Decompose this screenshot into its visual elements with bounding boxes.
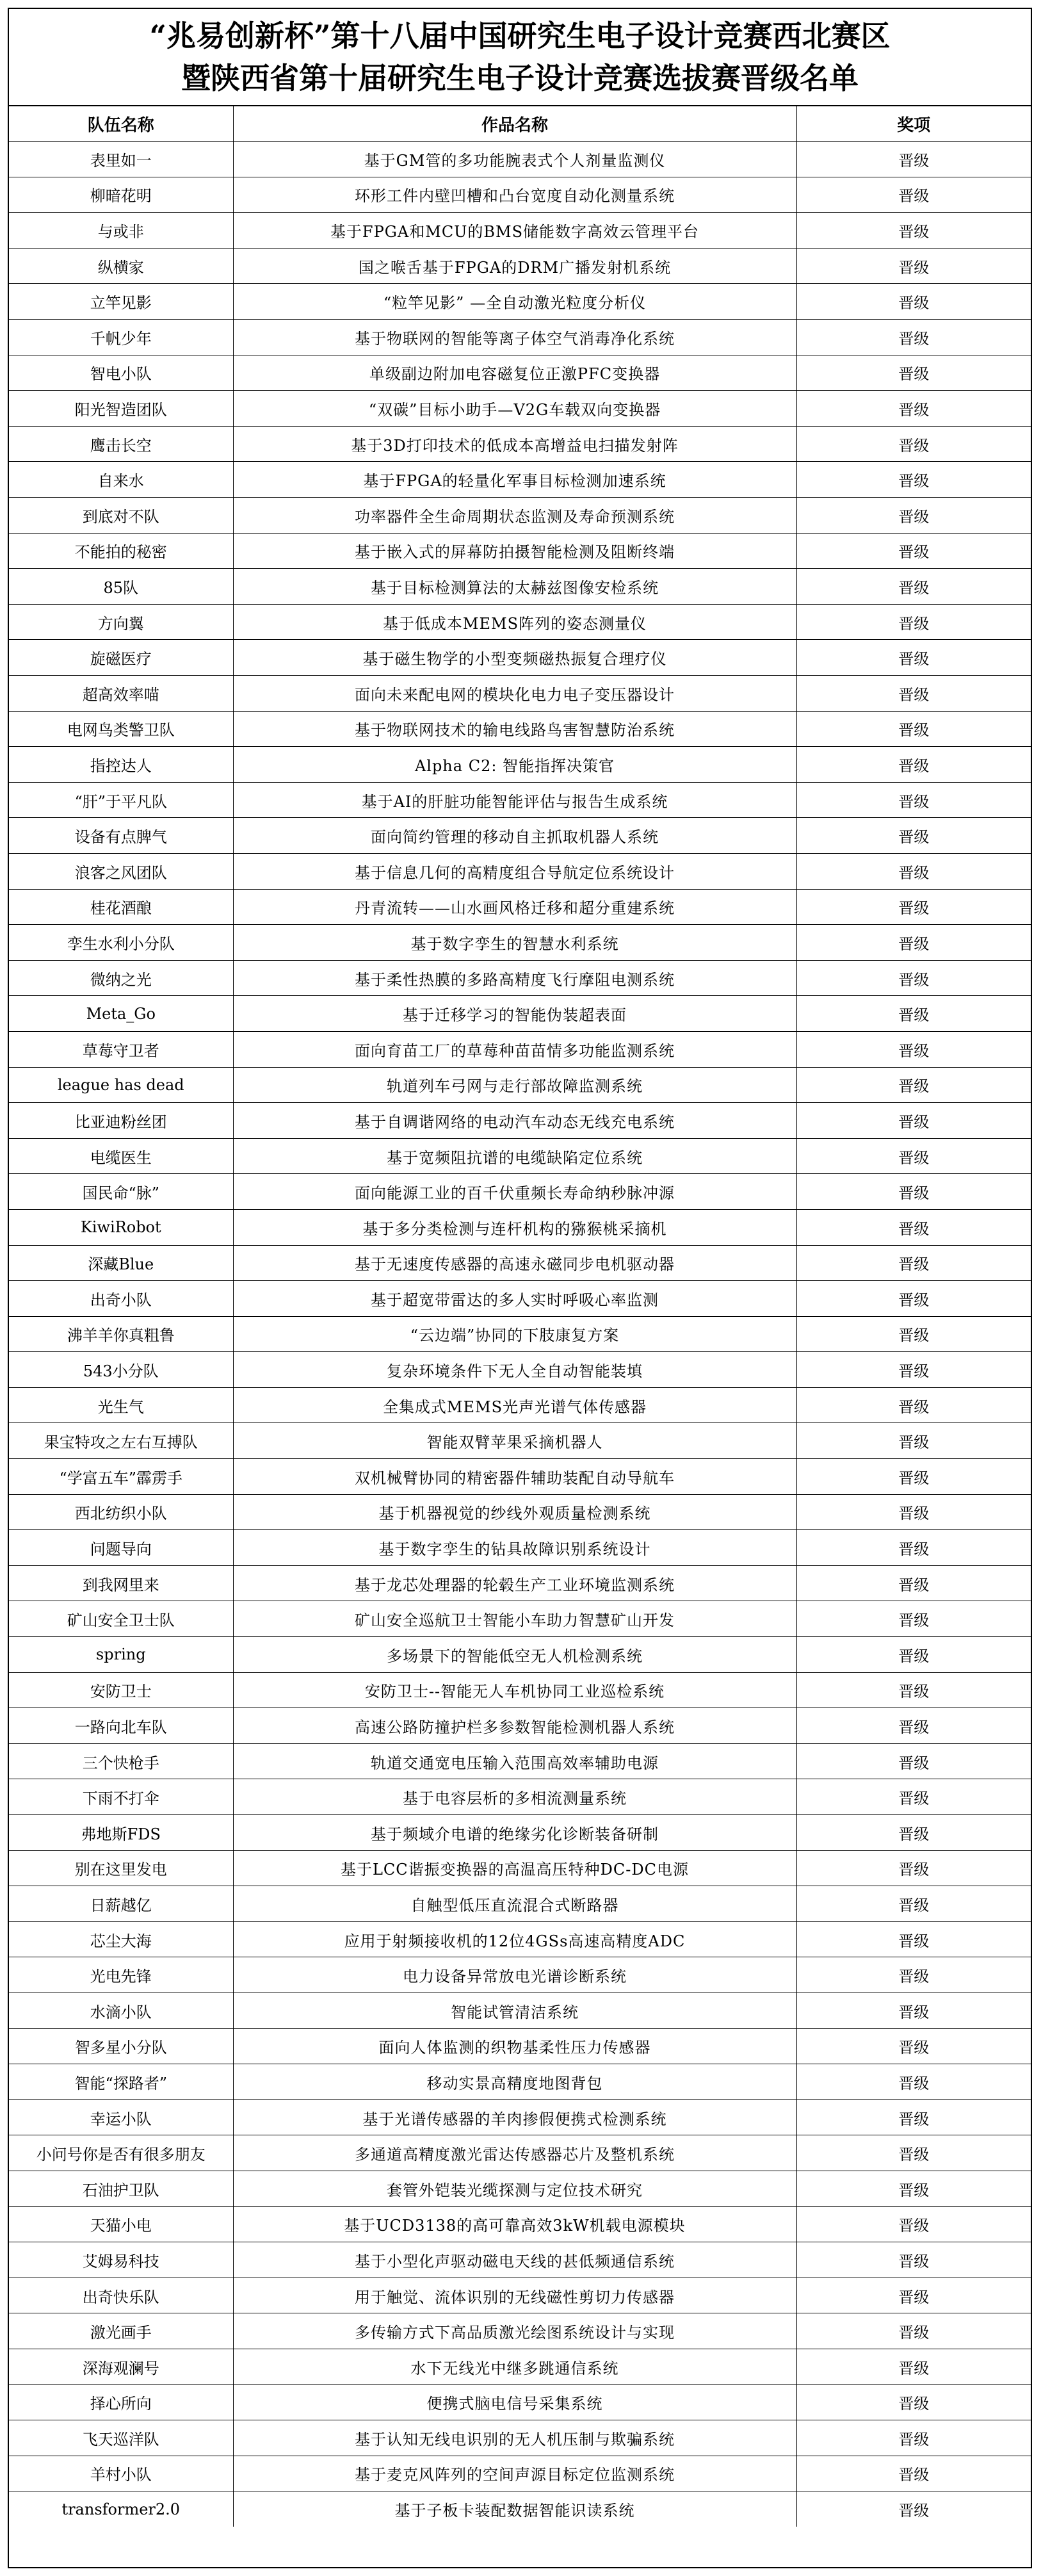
award-cell: 晋级: [796, 462, 1031, 498]
table-row: [9, 676, 1031, 712]
work-name-cell: 基于小型化声驱动磁电天线的甚低频通信系统: [233, 2242, 796, 2278]
award-cell: 晋级: [796, 604, 1031, 640]
table-row: [9, 2420, 1031, 2456]
title-line-1: “兆易创新杯”第十八届中国研究生电子设计竞赛西北赛区: [149, 19, 891, 53]
award-cell: 晋级: [796, 1494, 1031, 1530]
team-name-cell: 指控达人: [9, 747, 233, 783]
work-name-cell: 基于麦克风阵列的空间声源目标定位监测系统: [233, 2456, 796, 2491]
work-name-cell: 基于FPGA和MCU的BMS储能数字高效云管理平台: [233, 213, 796, 249]
award-cell: 晋级: [796, 2384, 1031, 2420]
work-name-cell: 面向未来配电网的模块化电力电子变压器设计: [233, 676, 796, 712]
team-name-cell: 草莓守卫者: [9, 1031, 233, 1067]
work-name-cell: 基于龙芯处理器的轮毂生产工业环境监测系统: [233, 1565, 796, 1601]
team-name-cell: 西北纺织小队: [9, 1494, 233, 1530]
table-row: [9, 569, 1031, 605]
work-name-cell: Alpha C2: 智能指挥决策官: [233, 747, 796, 783]
table-row: [9, 1530, 1031, 1566]
team-name-cell: 到底对不队: [9, 498, 233, 534]
table-row: [9, 391, 1031, 427]
table-row: [9, 1316, 1031, 1352]
team-name-cell: 出奇小队: [9, 1281, 233, 1317]
table-row: [9, 1174, 1031, 1210]
table-row: [9, 960, 1031, 996]
table-row: [9, 1494, 1031, 1530]
team-name-cell: 天猫小电: [9, 2206, 233, 2242]
work-name-cell: 环形工件内壁凹槽和凸台宽度自动化测量系统: [233, 177, 796, 213]
table-row: [9, 177, 1031, 213]
table-row: [9, 2206, 1031, 2242]
table-row: [9, 925, 1031, 961]
table-row: [9, 142, 1031, 177]
work-name-cell: “双碳”目标小助手—V2G车载双向变换器: [233, 391, 796, 427]
table-row: [9, 284, 1031, 320]
team-name-cell: 下雨不打伞: [9, 1779, 233, 1815]
table-row: [9, 1743, 1031, 1779]
work-name-cell: 基于迁移学习的智能伪装超表面: [233, 996, 796, 1032]
work-name-cell: 安防卫士--智能无人车机协同工业巡检系统: [233, 1672, 796, 1708]
table-row: [9, 1637, 1031, 1673]
work-name-cell: 基于LCC谐振变换器的高温高压特种DC-DC电源: [233, 1850, 796, 1886]
team-name-cell: 光电先锋: [9, 1957, 233, 1993]
work-name-cell: 面向简约管理的移动自主抓取机器人系统: [233, 818, 796, 854]
award-cell: 晋级: [796, 1423, 1031, 1459]
table-row: [9, 1921, 1031, 1957]
work-name-cell: 智能试管清洁系统: [233, 1993, 796, 2028]
work-name-cell: 国之喉舌基于FPGA的DRM广播发射机系统: [233, 248, 796, 284]
work-name-cell: 基于子板卡装配数据智能识读系统: [233, 2491, 796, 2527]
team-name-cell: league has dead: [9, 1067, 233, 1103]
team-name-cell: 小问号你是否有很多朋友: [9, 2135, 233, 2171]
work-name-cell: 基于多分类检测与连杆机构的猕猴桃采摘机: [233, 1209, 796, 1245]
award-cell: 晋级: [796, 1138, 1031, 1174]
work-name-cell: 基于超宽带雷达的多人实时呼吸心率监测: [233, 1281, 796, 1317]
team-name-cell: 问题导向: [9, 1530, 233, 1566]
work-name-cell: 应用于射频接收机的12位4GSs高速高精度ADC: [233, 1921, 796, 1957]
work-name-cell: 基于认知无线电识别的无人机压制与欺骗系统: [233, 2420, 796, 2456]
award-cell: 晋级: [796, 711, 1031, 747]
work-name-cell: 基于数字孪生的钻具故障识别系统设计: [233, 1530, 796, 1566]
table-row: [9, 1459, 1031, 1495]
table-body: [9, 142, 1031, 2527]
award-cell: 晋级: [796, 1245, 1031, 1281]
table-row: [9, 1387, 1031, 1423]
team-name-cell: 85队: [9, 569, 233, 605]
team-name-cell: 三个快枪手: [9, 1743, 233, 1779]
award-cell: 晋级: [796, 1886, 1031, 1922]
table-row: [9, 2491, 1031, 2527]
team-name-cell: 表里如一: [9, 142, 233, 177]
table-row: [9, 1281, 1031, 1317]
work-name-cell: “云边端”协同的下肢康复方案: [233, 1316, 796, 1352]
header-award: 奖项: [796, 106, 1031, 142]
work-name-cell: “粒竿见影” —全自动激光粒度分析仪: [233, 284, 796, 320]
work-name-cell: 基于宽频阻抗谱的电缆缺陷定位系统: [233, 1138, 796, 1174]
award-cell: 晋级: [796, 1281, 1031, 1317]
team-name-cell: 出奇快乐队: [9, 2278, 233, 2313]
team-name-cell: transformer2.0: [9, 2491, 233, 2527]
table-row: [9, 2135, 1031, 2171]
work-name-cell: 基于自调谐网络的电动汽车动态无线充电系统: [233, 1103, 796, 1139]
team-name-cell: spring: [9, 1637, 233, 1673]
work-name-cell: 轨道列车弓网与走行部故障监测系统: [233, 1067, 796, 1103]
award-cell: 晋级: [796, 426, 1031, 462]
table-row: [9, 747, 1031, 783]
table-row: [9, 1601, 1031, 1637]
team-name-cell: 日薪越亿: [9, 1886, 233, 1922]
table-row: [9, 1245, 1031, 1281]
work-name-cell: 基于AI的肝脏功能智能评估与报告生成系统: [233, 782, 796, 818]
award-cell: 晋级: [796, 1316, 1031, 1352]
award-cell: 晋级: [796, 1672, 1031, 1708]
award-cell: 晋级: [796, 1459, 1031, 1495]
team-name-cell: 一路向北车队: [9, 1708, 233, 1744]
work-name-cell: 基于频域介电谱的绝缘劣化诊断装备研制: [233, 1815, 796, 1851]
table-row: [9, 1672, 1031, 1708]
table-row: [9, 2278, 1031, 2313]
team-name-cell: 电缆医生: [9, 1138, 233, 1174]
work-name-cell: 基于光谱传感器的羊肉掺假便携式检测系统: [233, 2099, 796, 2135]
team-name-cell: 543小分队: [9, 1352, 233, 1388]
award-cell: 晋级: [796, 2278, 1031, 2313]
work-name-cell: 基于3D打印技术的低成本高增益电扫描发射阵: [233, 426, 796, 462]
work-name-cell: 基于无速度传感器的高速永磁同步电机驱动器: [233, 1245, 796, 1281]
table-row: [9, 1565, 1031, 1601]
award-cell: 晋级: [796, 1815, 1031, 1851]
table-row: [9, 1886, 1031, 1922]
document-title: [9, 9, 1031, 105]
award-cell: 晋级: [796, 853, 1031, 889]
award-cell: 晋级: [796, 2028, 1031, 2064]
team-name-cell: “学富五车”霹雳手: [9, 1459, 233, 1495]
team-name-cell: 国民命“脉”: [9, 1174, 233, 1210]
table-row: [9, 1209, 1031, 1245]
work-name-cell: 基于信息几何的高精度组合导航定位系统设计: [233, 853, 796, 889]
award-cell: 晋级: [796, 1993, 1031, 2028]
table-row: [9, 1031, 1031, 1067]
table-row: [9, 2242, 1031, 2278]
work-name-cell: 基于机器视觉的纱线外观质量检测系统: [233, 1494, 796, 1530]
table-row: [9, 1957, 1031, 1993]
award-cell: 晋级: [796, 2456, 1031, 2491]
team-name-cell: 艾姆易科技: [9, 2242, 233, 2278]
table-row: [9, 604, 1031, 640]
table-row: [9, 2099, 1031, 2135]
team-name-cell: KiwiRobot: [9, 1209, 233, 1245]
award-cell: 晋级: [796, 889, 1031, 925]
work-name-cell: 面向人体监测的织物基柔性压力传感器: [233, 2028, 796, 2064]
work-name-cell: 移动实景高精度地图背包: [233, 2064, 796, 2100]
work-name-cell: 全集成式MEMS光声光谱气体传感器: [233, 1387, 796, 1423]
work-name-cell: 电力设备异常放电光谱诊断系统: [233, 1957, 796, 1993]
work-name-cell: 复杂环境条件下无人全自动智能装填: [233, 1352, 796, 1388]
work-name-cell: 智能双臂苹果采摘机器人: [233, 1423, 796, 1459]
work-name-cell: 基于目标检测算法的太赫兹图像安检系统: [233, 569, 796, 605]
team-name-cell: “肝”于平凡队: [9, 782, 233, 818]
award-cell: 晋级: [796, 2242, 1031, 2278]
award-cell: 晋级: [796, 1601, 1031, 1637]
work-name-cell: 自触型低压直流混合式断路器: [233, 1886, 796, 1922]
table-row: [9, 1815, 1031, 1851]
award-cell: 晋级: [796, 1708, 1031, 1744]
team-name-cell: 超高效率喵: [9, 676, 233, 712]
team-name-cell: 安防卫士: [9, 1672, 233, 1708]
header-team-name: 队伍名称: [9, 106, 233, 142]
table-row: [9, 2349, 1031, 2384]
award-cell: 晋级: [796, 2313, 1031, 2349]
team-name-cell: 与或非: [9, 213, 233, 249]
table-row: [9, 782, 1031, 818]
award-cell: 晋级: [796, 2491, 1031, 2527]
team-name-cell: 弗地斯FDS: [9, 1815, 233, 1851]
award-cell: 晋级: [796, 498, 1031, 534]
award-cell: 晋级: [796, 1957, 1031, 1993]
table-row: [9, 1993, 1031, 2028]
table-row: [9, 248, 1031, 284]
award-cell: 晋级: [796, 2420, 1031, 2456]
table-row: [9, 320, 1031, 355]
team-name-cell: 方向翼: [9, 604, 233, 640]
team-name-cell: 电网鸟类警卫队: [9, 711, 233, 747]
award-cell: 晋级: [796, 1743, 1031, 1779]
work-name-cell: 双机械臂协同的精密器件辅助装配自动导航车: [233, 1459, 796, 1495]
team-name-cell: 纵横家: [9, 248, 233, 284]
work-name-cell: 高速公路防撞护栏多参数智能检测机器人系统: [233, 1708, 796, 1744]
award-cell: 晋级: [796, 925, 1031, 961]
table-row: [9, 533, 1031, 569]
team-name-cell: 柳暗花明: [9, 177, 233, 213]
work-name-cell: 多场景下的智能低空无人机检测系统: [233, 1637, 796, 1673]
team-name-cell: 果宝特攻之左右互搏队: [9, 1423, 233, 1459]
award-cell: 晋级: [796, 640, 1031, 676]
award-cell: 晋级: [796, 391, 1031, 427]
work-name-cell: 基于FPGA的轻量化军事目标检测加速系统: [233, 462, 796, 498]
work-name-cell: 基于物联网的智能等离子体空气消毒净化系统: [233, 320, 796, 355]
work-name-cell: 基于低成本MEMS阵列的姿态测量仪: [233, 604, 796, 640]
award-cell: 晋级: [796, 355, 1031, 391]
table-row: [9, 1138, 1031, 1174]
work-name-cell: 基于UCD3138的高可靠高效3kW机载电源模块: [233, 2206, 796, 2242]
qualification-table: [9, 105, 1031, 2527]
work-name-cell: 多通道高精度激光雷达传感器芯片及整机系统: [233, 2135, 796, 2171]
award-cell: 晋级: [796, 996, 1031, 1032]
award-cell: 晋级: [796, 213, 1031, 249]
team-name-cell: 羊村小队: [9, 2456, 233, 2491]
work-name-cell: 功率器件全生命周期状态监测及寿命预测系统: [233, 498, 796, 534]
team-name-cell: 旋磁医疗: [9, 640, 233, 676]
work-name-cell: 用于触觉、流体识别的无线磁性剪切力传感器: [233, 2278, 796, 2313]
award-cell: 晋级: [796, 676, 1031, 712]
table-row: [9, 996, 1031, 1032]
award-cell: 晋级: [796, 533, 1031, 569]
work-name-cell: 基于物联网技术的输电线路鸟害智慧防治系统: [233, 711, 796, 747]
table-row: [9, 640, 1031, 676]
team-name-cell: 水滴小队: [9, 1993, 233, 2028]
team-name-cell: 浪客之风团队: [9, 853, 233, 889]
table-row: [9, 2313, 1031, 2349]
team-name-cell: 阳光智造团队: [9, 391, 233, 427]
award-cell: 晋级: [796, 2135, 1031, 2171]
team-name-cell: 激光画手: [9, 2313, 233, 2349]
title-line-2: 暨陕西省第十届研究生电子设计竞赛选拔赛晋级名单: [181, 61, 859, 95]
work-name-cell: 基于嵌入式的屏幕防拍摄智能检测及阻断终端: [233, 533, 796, 569]
table-row: [9, 818, 1031, 854]
award-cell: 晋级: [796, 1067, 1031, 1103]
table-row: [9, 2171, 1031, 2206]
table-row: [9, 889, 1031, 925]
team-name-cell: Meta_Go: [9, 996, 233, 1032]
table-row: [9, 1423, 1031, 1459]
work-name-cell: 面向育苗工厂的草莓种苗苗情多功能监测系统: [233, 1031, 796, 1067]
award-cell: 晋级: [796, 1530, 1031, 1566]
team-name-cell: 深藏Blue: [9, 1245, 233, 1281]
award-cell: 晋级: [796, 248, 1031, 284]
table-row: [9, 355, 1031, 391]
work-name-cell: 面向能源工业的百千伏重频长寿命纳秒脉冲源: [233, 1174, 796, 1210]
table-row: [9, 213, 1031, 249]
table-row: [9, 2384, 1031, 2420]
team-name-cell: 微纳之光: [9, 960, 233, 996]
team-name-cell: 智电小队: [9, 355, 233, 391]
team-name-cell: 择心所向: [9, 2384, 233, 2420]
award-cell: 晋级: [796, 782, 1031, 818]
table-row: [9, 711, 1031, 747]
award-cell: 晋级: [796, 960, 1031, 996]
work-name-cell: 丹青流转——山水画风格迁移和超分重建系统: [233, 889, 796, 925]
team-name-cell: 矿山安全卫士队: [9, 1601, 233, 1637]
award-cell: 晋级: [796, 1209, 1031, 1245]
award-cell: 晋级: [796, 1387, 1031, 1423]
award-cell: 晋级: [796, 142, 1031, 177]
award-cell: 晋级: [796, 320, 1031, 355]
team-name-cell: 沸羊羊你真粗鲁: [9, 1316, 233, 1352]
work-name-cell: 套管外铠装光缆探测与定位技术研究: [233, 2171, 796, 2206]
work-name-cell: 便携式脑电信号采集系统: [233, 2384, 796, 2420]
team-name-cell: 深海观澜号: [9, 2349, 233, 2384]
team-name-cell: 智能“探路者”: [9, 2064, 233, 2100]
work-name-cell: 基于电容层析的多相流测量系统: [233, 1779, 796, 1815]
table-row: [9, 2456, 1031, 2491]
table-row: [9, 1103, 1031, 1139]
team-name-cell: 芯尘大海: [9, 1921, 233, 1957]
award-cell: 晋级: [796, 818, 1031, 854]
team-name-cell: 别在这里发电: [9, 1850, 233, 1886]
table-row: [9, 462, 1031, 498]
work-name-cell: 基于GM管的多功能腕表式个人剂量监测仪: [233, 142, 796, 177]
team-name-cell: 幸运小队: [9, 2099, 233, 2135]
work-name-cell: 多传输方式下高品质激光绘图系统设计与实现: [233, 2313, 796, 2349]
award-cell: 晋级: [796, 1779, 1031, 1815]
table-row: [9, 853, 1031, 889]
team-name-cell: 飞天巡洋队: [9, 2420, 233, 2456]
award-cell: 晋级: [796, 2206, 1031, 2242]
award-cell: 晋级: [796, 1031, 1031, 1067]
table-row: [9, 1352, 1031, 1388]
table-row: [9, 1850, 1031, 1886]
award-cell: 晋级: [796, 2349, 1031, 2384]
team-name-cell: 孪生水利小分队: [9, 925, 233, 961]
header-work-name: 作品名称: [233, 106, 796, 142]
team-name-cell: 立竿见影: [9, 284, 233, 320]
team-name-cell: 鹰击长空: [9, 426, 233, 462]
award-cell: 晋级: [796, 1565, 1031, 1601]
team-name-cell: 比亚迪粉丝团: [9, 1103, 233, 1139]
team-name-cell: 不能拍的秘密: [9, 533, 233, 569]
award-cell: 晋级: [796, 1174, 1031, 1210]
award-cell: 晋级: [796, 2171, 1031, 2206]
award-cell: 晋级: [796, 1921, 1031, 1957]
team-name-cell: 千帆少年: [9, 320, 233, 355]
table-row: [9, 498, 1031, 534]
team-name-cell: 石油护卫队: [9, 2171, 233, 2206]
award-cell: 晋级: [796, 1850, 1031, 1886]
table-row: [9, 1779, 1031, 1815]
work-name-cell: 矿山安全巡航卫士智能小车助力智慧矿山开发: [233, 1601, 796, 1637]
award-cell: 晋级: [796, 1637, 1031, 1673]
team-name-cell: 设备有点脾气: [9, 818, 233, 854]
work-name-cell: 单级副边附加电容磁复位正激PFC变换器: [233, 355, 796, 391]
header-row: [9, 106, 1031, 142]
team-name-cell: 桂花酒酿: [9, 889, 233, 925]
table-row: [9, 1067, 1031, 1103]
award-cell: 晋级: [796, 747, 1031, 783]
work-name-cell: 基于数字孪生的智慧水利系统: [233, 925, 796, 961]
award-cell: 晋级: [796, 569, 1031, 605]
table-row: [9, 426, 1031, 462]
award-cell: 晋级: [796, 284, 1031, 320]
award-cell: 晋级: [796, 1352, 1031, 1388]
table-row: [9, 2064, 1031, 2100]
team-name-cell: 到我网里来: [9, 1565, 233, 1601]
award-cell: 晋级: [796, 2099, 1031, 2135]
sheet: [8, 8, 1032, 2568]
table-row: [9, 2028, 1031, 2064]
table-row: [9, 1708, 1031, 1744]
work-name-cell: 基于磁生物学的小型变频磁热振复合理疗仪: [233, 640, 796, 676]
award-cell: 晋级: [796, 177, 1031, 213]
team-name-cell: 光生气: [9, 1387, 233, 1423]
work-name-cell: 基于柔性热膜的多路高精度飞行摩阻电测系统: [233, 960, 796, 996]
team-name-cell: 智多星小分队: [9, 2028, 233, 2064]
work-name-cell: 水下无线光中继多跳通信系统: [233, 2349, 796, 2384]
award-cell: 晋级: [796, 1103, 1031, 1139]
award-cell: 晋级: [796, 2064, 1031, 2100]
work-name-cell: 轨道交通宽电压输入范围高效率辅助电源: [233, 1743, 796, 1779]
team-name-cell: 自来水: [9, 462, 233, 498]
